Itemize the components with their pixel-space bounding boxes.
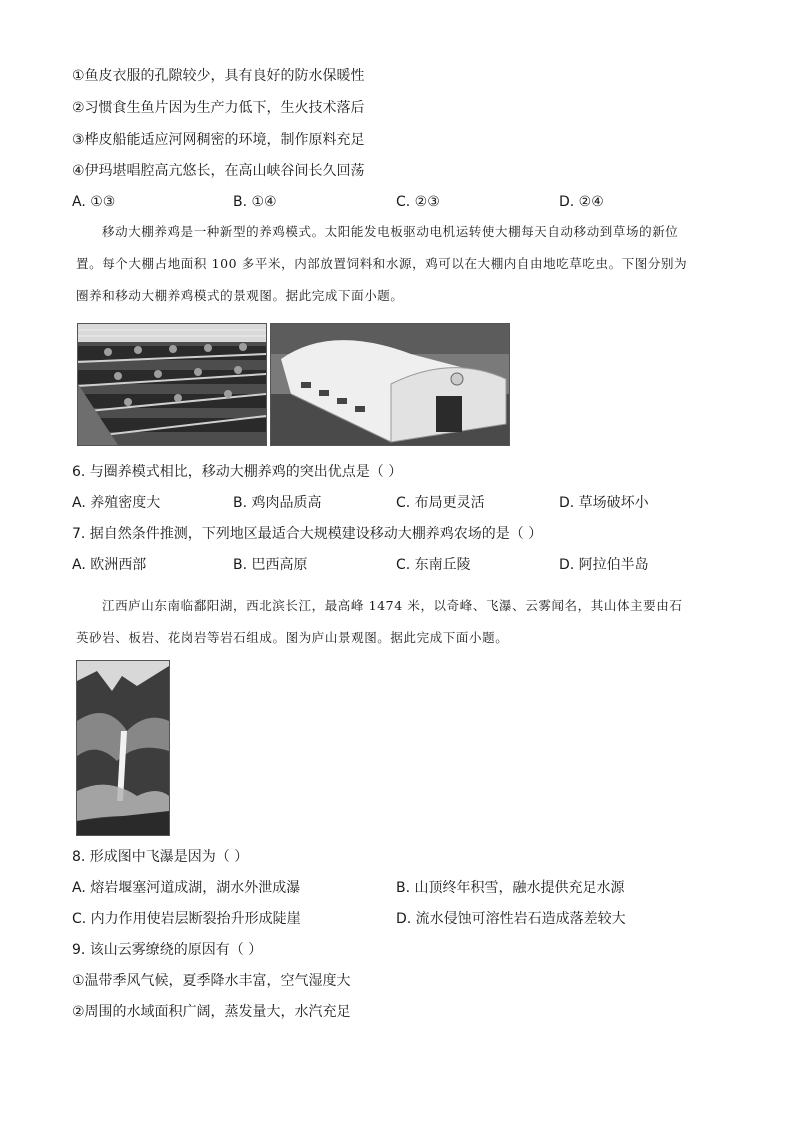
q6-option-d[interactable]: D. 草场破坏小 <box>559 495 649 511</box>
q7-option-d[interactable]: D. 阿拉伯半岛 <box>559 557 649 573</box>
q5-option-b[interactable]: B. ①④ <box>233 194 277 210</box>
q7-option-a[interactable]: A. 欧洲西部 <box>72 557 147 573</box>
q8-option-c[interactable]: C. 内力作用使岩层断裂抬升形成陡崖 <box>72 911 301 927</box>
passage-lushan-line-2: 英砂岩、板岩、花岗岩等岩石组成。图为庐山景观图。据此完成下面小题。 <box>76 630 509 645</box>
q7-stem: 7. 据自然条件推测，下列地区最适合大规模建设移动大棚养鸡农场的是（ ） <box>72 526 543 542</box>
q5-option-a[interactable]: A. ①③ <box>72 194 116 210</box>
statement-2: ②习惯食生鱼片因为生产力低下，生火技术落后 <box>72 100 365 116</box>
q7-option-c[interactable]: C. 东南丘陵 <box>396 557 471 573</box>
statement-3: ③桦皮船能适应河网稠密的环境，制作原料充足 <box>72 132 365 148</box>
q9-stem: 9. 该山云雾缭绕的原因有（ ） <box>72 942 263 958</box>
q6-option-b[interactable]: B. 鸡肉品质高 <box>233 495 322 511</box>
q8-option-a[interactable]: A. 熔岩堰塞河道成湖，湖水外泄成瀑 <box>72 880 301 896</box>
q8-stem: 8. 形成图中飞瀑是因为（ ） <box>72 849 249 865</box>
q9-statement-1: ①温带季风气候，夏季降水丰富，空气湿度大 <box>72 973 351 989</box>
q8-option-b[interactable]: B. 山顶终年积雪，融水提供充足水源 <box>396 880 625 896</box>
passage-chicken <box>76 216 716 312</box>
q5-option-d[interactable]: D. ②④ <box>559 194 604 210</box>
cage-chicken-photo <box>77 323 267 446</box>
passage-chicken-line-2: 置。每个大棚占地面积 100 多平米，内部放置饲料和水源，鸡可以在大棚内自由地吃草吃虫。下图分别为 <box>76 256 688 271</box>
q6-option-a[interactable]: A. 养殖密度大 <box>72 495 161 511</box>
q5-option-c[interactable]: C. ②③ <box>396 194 440 210</box>
q8-option-d[interactable]: D. 流水侵蚀可溶性岩石造成落差较大 <box>396 911 626 927</box>
mobile-greenhouse-photo <box>270 323 510 446</box>
q6-option-c[interactable]: C. 布局更灵活 <box>396 495 485 511</box>
mobile-greenhouse-illustration <box>271 324 509 445</box>
lushan-waterfall-illustration <box>77 661 169 835</box>
statement-1: ①鱼皮衣服的孔隙较少，具有良好的防水保暖性 <box>72 68 365 84</box>
lushan-waterfall-photo <box>76 660 170 836</box>
q9-statement-2: ②周围的水域面积广阔，蒸发量大，水汽充足 <box>72 1004 351 1020</box>
passage-chicken-line-3: 圈养和移动大棚养鸡模式的景观图。据此完成下面小题。 <box>76 288 404 303</box>
q6-stem: 6. 与圈养模式相比，移动大棚养鸡的突出优点是（ ） <box>72 464 403 480</box>
passage-chicken-line-1: 移动大棚养鸡是一种新型的养鸡模式。太阳能发电板驱动电机运转使大棚每天自动移动到草场的新位 <box>102 224 679 239</box>
q7-option-b[interactable]: B. 巴西高原 <box>233 557 308 573</box>
statement-4: ④伊玛堪唱腔高亢悠长，在高山峡谷间长久回荡 <box>72 163 365 179</box>
passage-lushan-line-1: 江西庐山东南临鄱阳湖，西北滨长江，最高峰 1474 米，以奇峰、飞瀑、云雾闻名，其山体主要由石 <box>102 598 683 613</box>
cage-chicken-illustration <box>78 324 266 445</box>
passage-lushan <box>76 590 716 654</box>
